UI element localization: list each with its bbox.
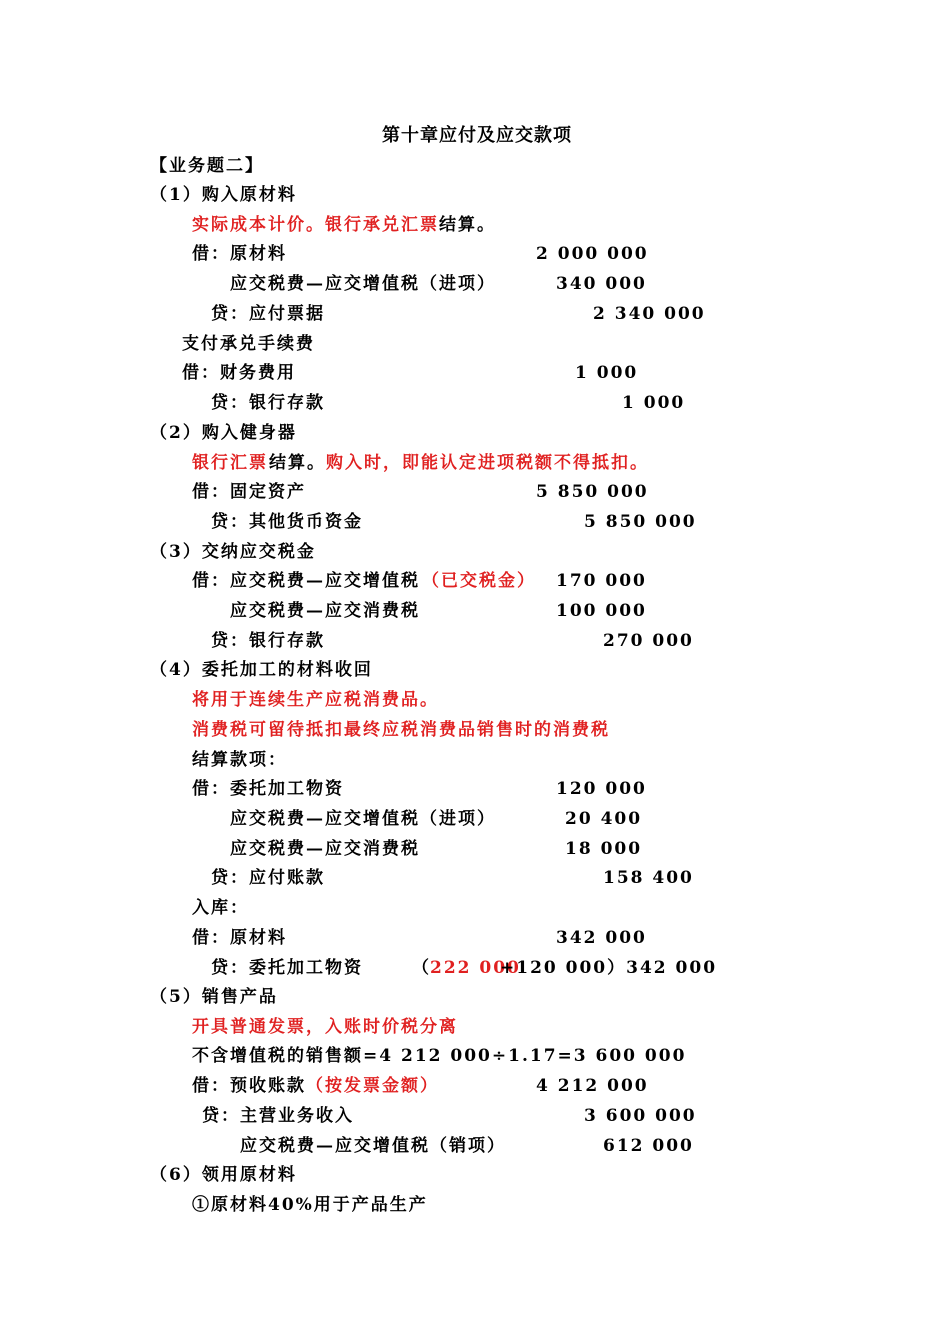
text-line: （4）委托加工的材料收回 — [150, 660, 373, 680]
text-line: （1）购入原材料 — [150, 185, 297, 205]
text-line: 借：原材料 — [192, 928, 287, 948]
text-line: 5 850 000 — [536, 482, 649, 502]
text-line: 120 000 — [556, 779, 647, 799]
text-line: 贷：应付账款 — [211, 868, 325, 888]
text-line: 贷：银行存款 — [211, 393, 325, 413]
text-line: 结算款项： — [192, 750, 287, 770]
text-line: （5）销售产品 — [150, 987, 278, 1007]
text-line: 入库： — [192, 898, 249, 918]
highlighted-text: （按发票金额） — [306, 1076, 439, 1096]
text-line: 应交税费—应交增值税（销项） — [240, 1136, 506, 1156]
text-line: 借：应交税费—应交增值税 — [192, 571, 420, 591]
text-line: 借：预收账款 — [192, 1076, 306, 1096]
highlighted-text: 将用于连续生产应税消费品。 — [192, 690, 439, 710]
text-line: 270 000 — [603, 631, 694, 651]
text-line: 2 340 000 — [593, 304, 706, 324]
text-line: 应交税费—应交增值税（进项） — [230, 809, 496, 829]
text-line: +120 000）342 000 — [500, 958, 718, 978]
text-line: 1 000 — [622, 393, 686, 413]
text-line: 应交税费—应交消费税 — [230, 601, 420, 621]
text-line: 应交税费—应交增值税（进项） — [230, 274, 496, 294]
text-line: 结算。 — [439, 215, 496, 235]
text-line: 应交税费—应交消费税 — [230, 839, 420, 859]
page-title: 第十章应付及应交款项 — [382, 125, 572, 146]
text-line: 1 000 — [575, 363, 639, 383]
text-line: 100 000 — [556, 601, 647, 621]
text-line: 借：委托加工物资 — [192, 779, 344, 799]
highlighted-text: 银行汇票 — [192, 453, 268, 473]
text-line: 158 400 — [603, 868, 694, 888]
text-line: 4 212 000 — [536, 1076, 649, 1096]
text-line: 20 400 — [565, 809, 643, 829]
highlighted-text: 实际成本计价。银行承兑汇票 — [192, 215, 439, 235]
highlighted-text: （已交税金） — [422, 571, 536, 591]
text-line: 借：固定资产 — [192, 482, 306, 502]
text-line: 不含增值税的销售额=4 212 000÷1.17=3 600 000 — [192, 1046, 687, 1066]
text-line: 借：财务费用 — [182, 363, 296, 383]
text-line: （ — [412, 958, 431, 978]
text-line: 贷：委托加工物资 — [211, 958, 363, 978]
highlighted-text: 购入时，即能认定进项税额不得抵扣。 — [326, 453, 649, 473]
text-line: 支付承兑手续费 — [182, 334, 315, 354]
text-line: 2 000 000 — [536, 244, 649, 264]
text-line: 借：原材料 — [192, 244, 287, 264]
text-line: 贷：应付票据 — [211, 304, 325, 324]
text-line: 结算。 — [269, 453, 326, 473]
text-line: ①原材料40%用于产品生产 — [192, 1195, 428, 1215]
highlighted-text: 消费税可留待抵扣最终应税消费品销售时的消费税 — [192, 720, 610, 740]
text-line: 5 850 000 — [584, 512, 697, 532]
text-line: 342 000 — [556, 928, 647, 948]
text-line: （2）购入健身器 — [150, 423, 297, 443]
text-line: 贷：银行存款 — [211, 631, 325, 651]
text-line: 贷：主营业务收入 — [202, 1106, 354, 1126]
text-line: 18 000 — [565, 839, 643, 859]
section-heading: 【业务题二】 — [150, 156, 264, 176]
text-line: 340 000 — [556, 274, 647, 294]
text-line: 贷：其他货币资金 — [211, 512, 363, 532]
highlighted-text: 开具普通发票，入账时价税分离 — [192, 1017, 458, 1037]
text-line: 3 600 000 — [584, 1106, 697, 1126]
highlighted-text: 222 000 — [430, 958, 521, 978]
text-line: 612 000 — [603, 1136, 694, 1156]
text-line: （6）领用原材料 — [150, 1165, 297, 1185]
text-line: （3）交纳应交税金 — [150, 542, 316, 562]
text-line: 170 000 — [556, 571, 647, 591]
